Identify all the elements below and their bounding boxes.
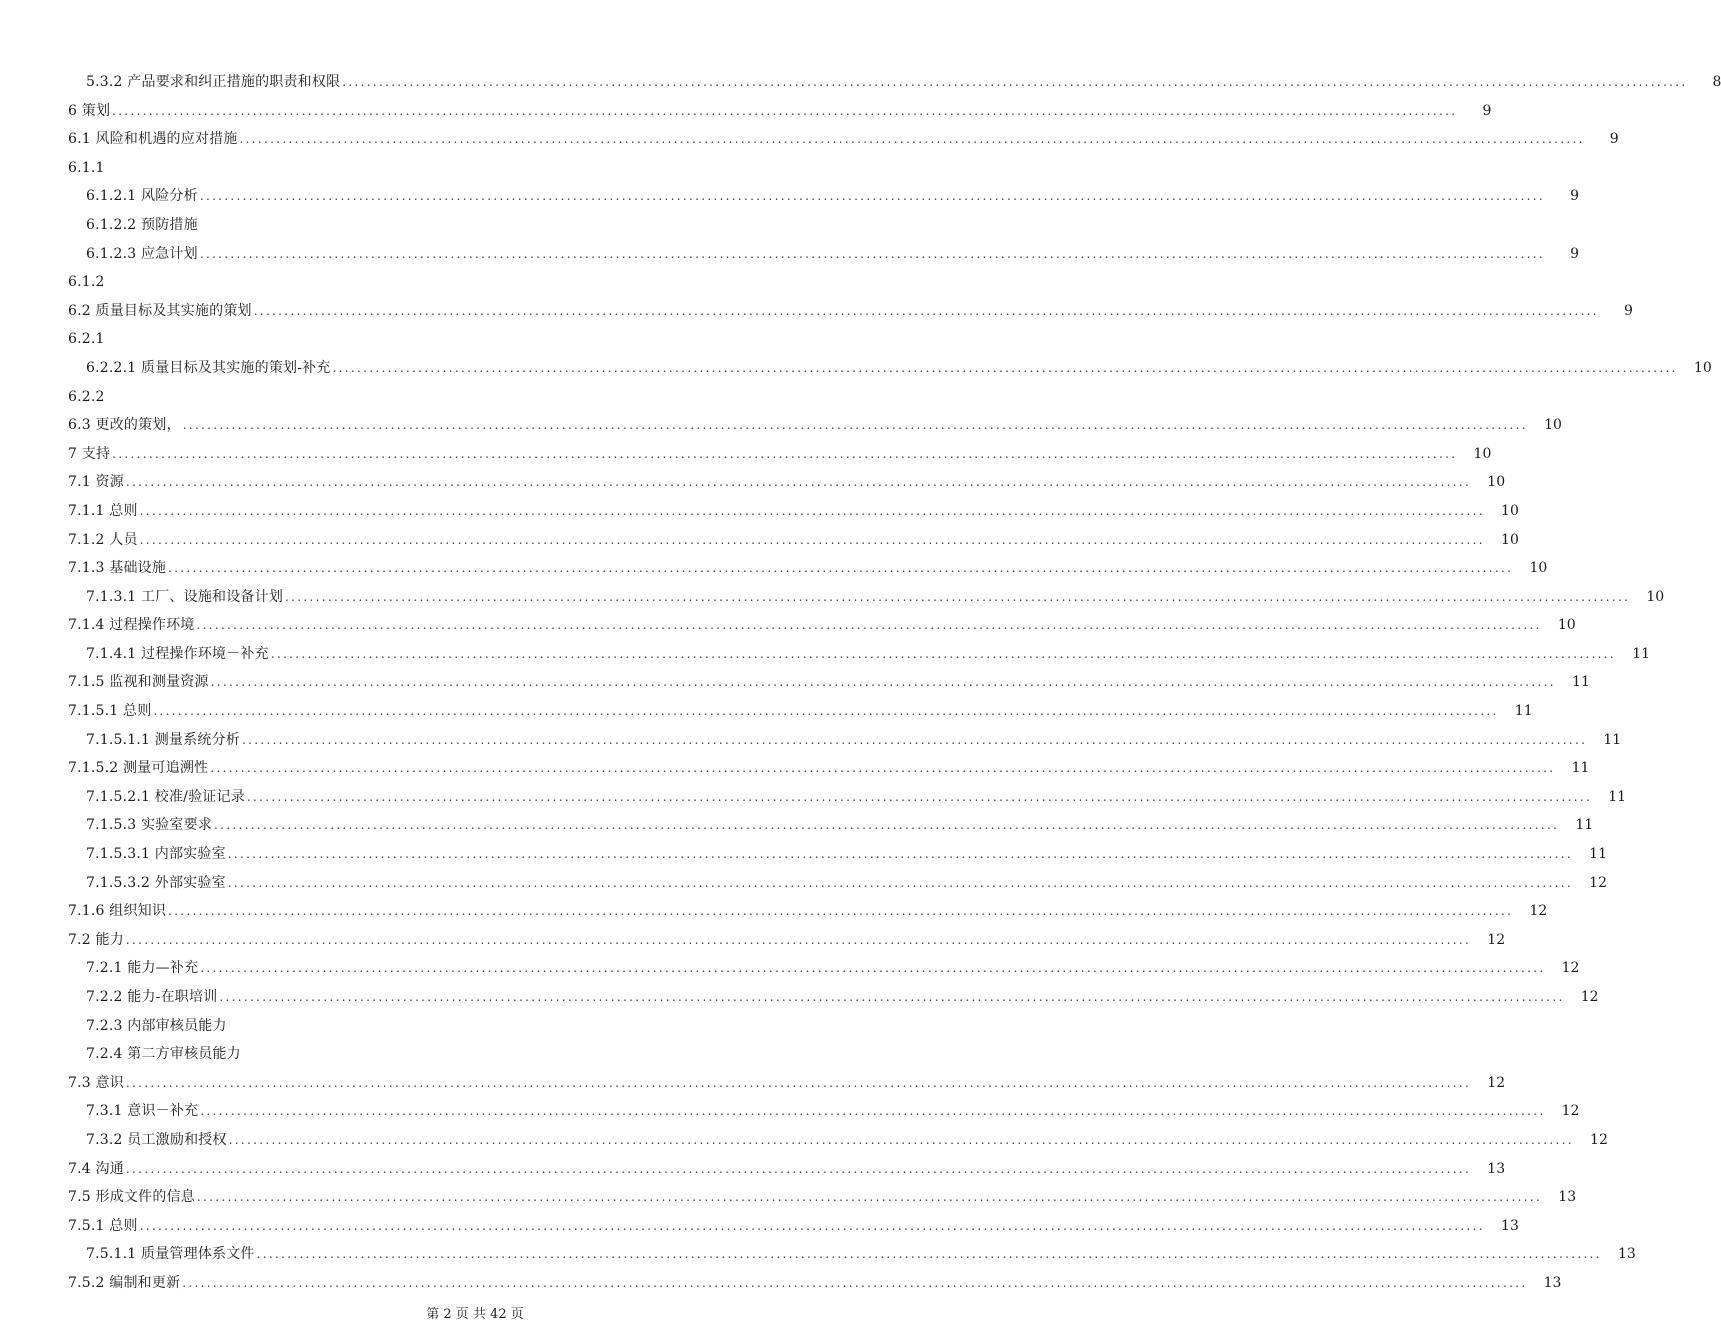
toc-entry-page: 9 bbox=[1623, 302, 1633, 319]
toc-entry-title: 7.1.5.3.1 内部实验室 bbox=[86, 846, 226, 863]
toc-entry[interactable] bbox=[0, 354, 1712, 383]
toc-leader-dots: ............................................................................................................................................................................................................................ bbox=[199, 246, 1546, 261]
toc-entry-page: 12 bbox=[1561, 1103, 1580, 1120]
toc-entry-page: 13 bbox=[1558, 1189, 1577, 1206]
toc-entry[interactable] bbox=[0, 1155, 1506, 1184]
toc-entry-title: 7.2 能力 bbox=[68, 931, 124, 948]
toc-entry-page: 12 bbox=[1589, 874, 1607, 891]
toc-entry-line bbox=[86, 783, 1627, 812]
toc-entry[interactable] bbox=[0, 668, 1590, 697]
toc-entry-page: 10 bbox=[1501, 531, 1519, 548]
toc-entry-page: 10 bbox=[1557, 617, 1576, 634]
toc-entry-page: 10 bbox=[1501, 502, 1519, 519]
toc-leader-dots: ............................................................................................................................................................................................................................ bbox=[214, 818, 1560, 833]
toc-leader-dots: ............................................................................................................................................................................................................................ bbox=[196, 618, 1542, 633]
toc-entry-title: 7.5 形成文件的信息 bbox=[68, 1189, 195, 1206]
toc-leader-dots: ............................................................................................................................................................................................................................ bbox=[168, 904, 1514, 919]
toc-entry[interactable] bbox=[0, 97, 1492, 126]
toc-entry-line bbox=[68, 297, 1633, 326]
toc-entry-line bbox=[68, 668, 1590, 697]
toc-entry-line bbox=[68, 611, 1576, 640]
toc-entry-title: 6.1 风险和机遇的应对措施 bbox=[68, 131, 238, 148]
toc-entry-line bbox=[68, 526, 1519, 555]
toc-entry-line bbox=[86, 68, 1721, 97]
toc-entry-page: 12 bbox=[1580, 989, 1599, 1005]
toc-entry-page: 10 bbox=[1693, 359, 1712, 376]
toc-entry-page: 11 bbox=[1603, 731, 1622, 748]
toc-leader-dots: ............................................................................................................................................................................................................................ bbox=[182, 418, 1528, 433]
toc-entry[interactable] bbox=[0, 211, 950, 240]
toc-entry-page: 13 bbox=[1618, 1246, 1636, 1263]
toc-entry-page: 10 bbox=[1529, 560, 1548, 577]
toc-leader-dots: ............................................................................................................................................................................................................................ bbox=[332, 360, 1678, 375]
toc-entry-line bbox=[86, 583, 1665, 612]
toc-entry[interactable] bbox=[0, 697, 1533, 726]
table-of-contents bbox=[0, 68, 1721, 1298]
toc-entry[interactable] bbox=[0, 268, 950, 297]
toc-entry[interactable] bbox=[0, 783, 1627, 812]
toc-entry-line bbox=[68, 1069, 1506, 1098]
toc-leader-dots: ............................................................................................................................................................................................................................ bbox=[256, 1247, 1602, 1262]
toc-entry-line bbox=[86, 840, 1607, 869]
toc-entry-title: 6.2 质量目标及其实施的策划 bbox=[68, 302, 252, 319]
toc-leader-dots: ............................................................................................................................................................................................................................ bbox=[200, 1104, 1546, 1119]
toc-leader-dots: ............................................................................................................................................................................................................................ bbox=[125, 1075, 1472, 1090]
toc-entry-page: 12 bbox=[1487, 931, 1506, 948]
toc-entry[interactable] bbox=[0, 897, 1548, 926]
toc-entry-title: 7.1.3 基础设施 bbox=[68, 560, 167, 577]
toc-entry-page: 13 bbox=[1543, 1274, 1562, 1291]
toc-entry-title: 7.1.5.3.2 外部实验室 bbox=[86, 874, 226, 891]
toc-entry-title: 7.2.3 内部审核员能力 bbox=[86, 1017, 227, 1034]
toc-leader-dots: ............................................................................................................................................................................................................................ bbox=[196, 1190, 1543, 1205]
toc-entry[interactable] bbox=[0, 297, 1633, 326]
toc-entry[interactable] bbox=[0, 154, 950, 183]
toc-entry-line bbox=[86, 1040, 882, 1069]
toc-entry-title: 6.2.1 bbox=[68, 331, 105, 348]
toc-entry[interactable] bbox=[0, 554, 1548, 583]
toc-entry-page: 9 bbox=[1570, 188, 1580, 205]
toc-entry-title: 6.1.2.1 风险分析 bbox=[86, 188, 198, 205]
toc-entry-line bbox=[68, 754, 1590, 783]
toc-leader-dots: ............................................................................................................................................................................................................................ bbox=[199, 189, 1546, 204]
toc-entry-line bbox=[86, 811, 1594, 840]
toc-entry-page: 12 bbox=[1487, 1074, 1506, 1091]
toc-entry-page: 13 bbox=[1501, 1217, 1519, 1234]
toc-leader-dots: ............................................................................................................................................................................................................................ bbox=[210, 675, 1556, 690]
toc-entry[interactable] bbox=[0, 383, 950, 412]
toc-leader-dots: ............................................................................................................................................................................................................................ bbox=[112, 103, 1458, 118]
toc-entry-line bbox=[86, 354, 1712, 383]
toc-entry-title: 7.1.6 组织知识 bbox=[68, 903, 167, 920]
toc-entry-line bbox=[86, 869, 1607, 898]
toc-entry[interactable] bbox=[0, 640, 1651, 669]
toc-entry-title: 7 支持 bbox=[68, 445, 111, 462]
toc-entry[interactable] bbox=[0, 68, 1721, 97]
toc-entry-line bbox=[68, 1269, 1562, 1298]
toc-entry-title: 7.2.4 第二方审核员能力 bbox=[86, 1046, 241, 1063]
toc-entry-line bbox=[68, 411, 1562, 440]
toc-entry-title: 7.1.2 人员 bbox=[68, 531, 138, 548]
toc-entry-title: 7.1.5.2 测量可追溯性 bbox=[68, 760, 209, 777]
toc-entry-page: 10 bbox=[1646, 588, 1665, 605]
toc-leader-dots: ............................................................................................................................................................................................................................ bbox=[153, 704, 1499, 719]
toc-leader-dots: ............................................................................................................................................................................................................................ bbox=[210, 761, 1556, 776]
toc-leader-dots: ............................................................................................................................................................................................................................ bbox=[125, 932, 1472, 947]
toc-leader-dots: ............................................................................................................................................................................................................................ bbox=[139, 532, 1485, 547]
toc-leader-dots: ............................................................................................................................................................................................................................ bbox=[125, 475, 1472, 490]
toc-entry[interactable] bbox=[0, 497, 1519, 526]
toc-entry[interactable] bbox=[0, 468, 1506, 497]
toc-entry-title: 7.3.1 意识－补充 bbox=[86, 1103, 199, 1120]
toc-entry-page: 11 bbox=[1571, 760, 1590, 777]
page-footer: 第 2 页 共 42 页 bbox=[426, 1307, 524, 1322]
toc-entry[interactable] bbox=[0, 1240, 1636, 1269]
toc-leader-dots: ............................................................................................................................................................................................................................ bbox=[253, 303, 1599, 318]
toc-entry-line bbox=[86, 1240, 1636, 1269]
toc-entry[interactable] bbox=[0, 125, 1619, 154]
toc-leader-dots: ............................................................................................................................................................................................................................ bbox=[219, 990, 1565, 1004]
toc-entry[interactable] bbox=[0, 411, 1562, 440]
toc-entry[interactable] bbox=[0, 526, 1519, 555]
toc-entry-title: 7.1.3.1 工厂、设施和设备计划 bbox=[86, 588, 284, 605]
toc-entry-page: 10 bbox=[1473, 445, 1492, 462]
toc-entry-title: 7.1.5 监视和测量资源 bbox=[68, 674, 209, 691]
toc-entry-page: 11 bbox=[1575, 817, 1594, 834]
toc-entry-title: 7.2.1 能力—补充 bbox=[86, 960, 199, 977]
toc-entry-title: 7.1.1 总则 bbox=[68, 502, 138, 519]
toc-entry-line bbox=[86, 1126, 1608, 1155]
toc-entry-title: 6.1.1 bbox=[68, 159, 105, 176]
toc-leader-dots: ............................................................................................................................................................................................................................ bbox=[227, 875, 1573, 890]
toc-entry-title: 7.5.1.1 质量管理体系文件 bbox=[86, 1246, 255, 1263]
toc-entry-line bbox=[68, 125, 1619, 154]
toc-leader-dots: ............................................................................................................................................................................................................................ bbox=[139, 503, 1485, 518]
toc-entry-page: 9 bbox=[1609, 131, 1619, 148]
toc-leader-dots: ............................................................................................................................................................................................................................ bbox=[228, 1132, 1574, 1147]
toc-entry-page: 12 bbox=[1529, 903, 1548, 920]
toc-entry[interactable] bbox=[0, 583, 1665, 612]
toc-entry-title: 7.1.5.1.1 测量系统分析 bbox=[86, 731, 240, 748]
toc-entry-line bbox=[86, 182, 1580, 211]
toc-leader-dots: ............................................................................................................................................................................................................................ bbox=[342, 75, 1688, 89]
toc-entry[interactable] bbox=[0, 1097, 1580, 1126]
toc-entry-title: 7.1.5.1 总则 bbox=[68, 703, 152, 720]
toc-entry-page: 11 bbox=[1514, 703, 1533, 720]
toc-entry-title: 7.1.5.2.1 校准/验证记录 bbox=[86, 788, 245, 805]
toc-entry[interactable] bbox=[0, 954, 1580, 983]
toc-leader-dots: ............................................................................................................................................................................................................................ bbox=[270, 646, 1617, 661]
toc-entry[interactable] bbox=[0, 1040, 950, 1069]
toc-entry-page: 9 bbox=[1482, 102, 1492, 119]
toc-leader-dots: ............................................................................................................................................................................................................................ bbox=[168, 561, 1514, 576]
toc-entry-title: 6.1.2 bbox=[68, 274, 105, 291]
toc-entry[interactable] bbox=[0, 1069, 1506, 1098]
toc-entry-title: 6.1.2.2 预防措施 bbox=[86, 216, 198, 233]
toc-entry-page: 8 bbox=[1712, 74, 1721, 90]
toc-entry-line bbox=[68, 440, 1492, 469]
toc-entry-line bbox=[68, 697, 1533, 726]
toc-entry-title: 6 策划 bbox=[68, 102, 111, 119]
toc-entry[interactable] bbox=[0, 726, 1622, 755]
toc-entry-title: 5.3.2 产品要求和纠正措施的职责和权限 bbox=[86, 74, 341, 90]
toc-entry-page: 10 bbox=[1544, 417, 1562, 434]
toc-entry-page: 10 bbox=[1487, 474, 1506, 491]
toc-leader-dots: ............................................................................................................................................................................................................................ bbox=[112, 446, 1458, 461]
toc-entry-title: 7.1 资源 bbox=[68, 474, 124, 491]
toc-entry-line bbox=[68, 897, 1548, 926]
toc-entry-title: 6.2.2 bbox=[68, 388, 105, 405]
toc-leader-dots: ............................................................................................................................................................................................................................ bbox=[242, 732, 1588, 747]
toc-entry-line bbox=[86, 726, 1622, 755]
toc-entry-title: 7.1.4 过程操作环境 bbox=[68, 617, 195, 634]
toc-entry-page: 12 bbox=[1590, 1131, 1608, 1148]
toc-entry[interactable] bbox=[0, 1269, 1562, 1298]
toc-entry-title: 7.3 意识 bbox=[68, 1074, 124, 1091]
toc-entry[interactable] bbox=[0, 1183, 1577, 1212]
toc-entry-line bbox=[68, 497, 1519, 526]
toc-entry-title: 7.1.5.3 实验室要求 bbox=[86, 817, 213, 834]
toc-entry-page: 11 bbox=[1632, 645, 1651, 662]
toc-entry-line bbox=[86, 954, 1580, 983]
toc-entry-line bbox=[68, 1183, 1577, 1212]
toc-entry-line bbox=[68, 926, 1506, 955]
toc-entry[interactable] bbox=[0, 1126, 1608, 1155]
toc-entry[interactable] bbox=[0, 182, 1580, 211]
toc-entry-line bbox=[68, 1212, 1519, 1241]
toc-entry-line bbox=[86, 640, 1651, 669]
toc-entry-page: 11 bbox=[1589, 846, 1607, 863]
toc-entry-line bbox=[68, 154, 882, 183]
toc-entry-title: 6.3 更改的策划， bbox=[68, 417, 181, 434]
toc-leader-dots: ............................................................................................................................................................................................................................ bbox=[200, 961, 1546, 976]
toc-entry-title: 7.2.2 能力-在职培训 bbox=[86, 989, 218, 1005]
toc-entry[interactable] bbox=[0, 811, 1594, 840]
toc-entry-page: 11 bbox=[1608, 788, 1627, 805]
toc-entry-line bbox=[86, 211, 882, 240]
toc-entry-line bbox=[68, 325, 882, 354]
toc-entry-line bbox=[68, 383, 882, 412]
toc-entry-title: 6.2.2.1 质量目标及其实施的策划-补充 bbox=[86, 359, 331, 376]
toc-entry[interactable] bbox=[0, 926, 1506, 955]
toc-entry[interactable] bbox=[0, 325, 950, 354]
toc-entry-page: 11 bbox=[1572, 674, 1590, 691]
toc-entry-page: 12 bbox=[1561, 960, 1580, 977]
toc-entry-line bbox=[68, 1155, 1506, 1184]
toc-entry-page: 9 bbox=[1570, 245, 1580, 262]
toc-entry-line bbox=[86, 1097, 1580, 1126]
toc-entry[interactable] bbox=[0, 1212, 1519, 1241]
toc-leader-dots: ............................................................................................................................................................................................................................ bbox=[246, 789, 1593, 804]
toc-leader-dots: ............................................................................................................................................................................................................................ bbox=[227, 847, 1573, 862]
toc-entry[interactable] bbox=[0, 840, 1607, 869]
toc-entry-title: 7.5.1 总则 bbox=[68, 1217, 138, 1234]
toc-entry-page: 13 bbox=[1487, 1160, 1506, 1177]
toc-entry-line bbox=[68, 97, 1492, 126]
toc-entry[interactable] bbox=[0, 754, 1590, 783]
toc-entry[interactable] bbox=[0, 611, 1576, 640]
toc-entry[interactable] bbox=[0, 1012, 950, 1041]
toc-entry-line bbox=[86, 1012, 882, 1041]
toc-entry-title: 7.1.4.1 过程操作环境－补充 bbox=[86, 645, 269, 662]
toc-entry-title: 7.3.2 员工激励和授权 bbox=[86, 1131, 227, 1148]
toc-entry[interactable] bbox=[0, 240, 1580, 269]
toc-entry[interactable] bbox=[0, 983, 1599, 1012]
toc-entry-line bbox=[86, 240, 1580, 269]
toc-leader-dots: ............................................................................................................................................................................................................................ bbox=[125, 1161, 1472, 1176]
toc-leader-dots: ............................................................................................................................................................................................................................ bbox=[139, 1218, 1485, 1233]
toc-entry-line bbox=[68, 468, 1506, 497]
toc-leader-dots: ............................................................................................................................................................................................................................ bbox=[285, 589, 1631, 604]
toc-entry-line bbox=[68, 554, 1548, 583]
toc-entry-title: 7.5.2 编制和更新 bbox=[68, 1274, 181, 1291]
toc-entry[interactable] bbox=[0, 440, 1492, 469]
toc-leader-dots: ............................................................................................................................................................................................................................ bbox=[239, 132, 1585, 147]
toc-entry[interactable] bbox=[0, 869, 1607, 898]
toc-entry-title: 7.4 沟通 bbox=[68, 1160, 124, 1177]
toc-entry-title: 6.1.2.3 应急计划 bbox=[86, 245, 198, 262]
toc-entry-line bbox=[86, 983, 1599, 1012]
toc-leader-dots: ............................................................................................................................................................................................................................ bbox=[182, 1275, 1528, 1290]
toc-entry-line bbox=[68, 268, 882, 297]
